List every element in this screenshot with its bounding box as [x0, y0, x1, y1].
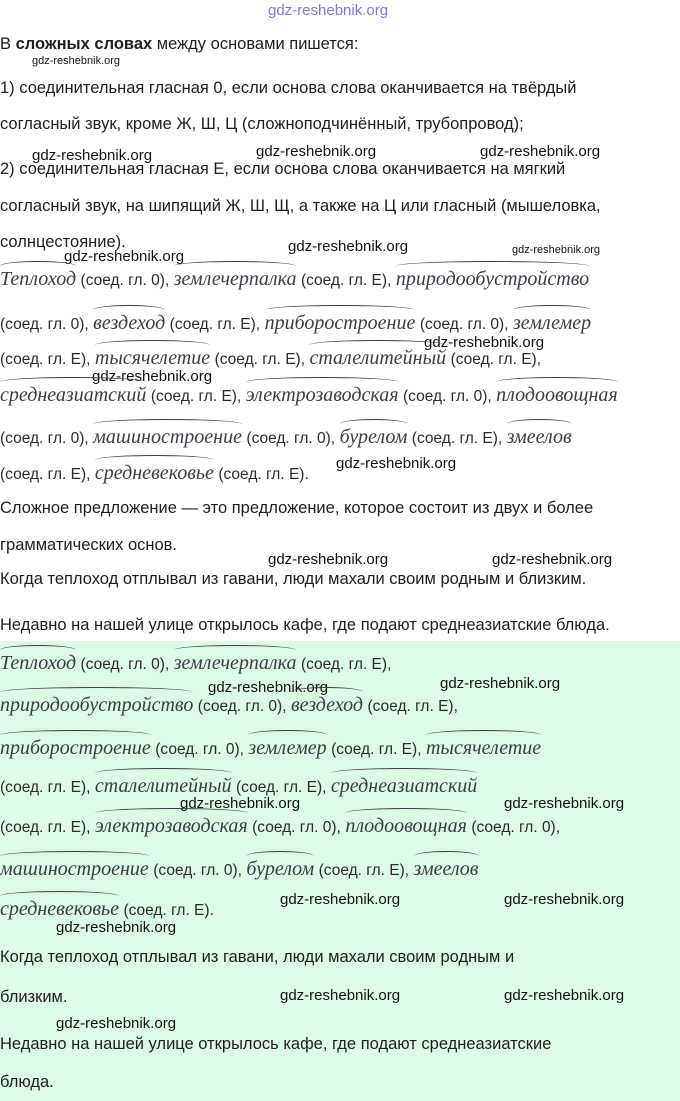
label-e: (соед. гл. Е)	[300, 272, 388, 289]
word-mashinostroenie: машиностроение	[93, 426, 242, 448]
label-e: (соед. гл. Е)	[218, 466, 305, 483]
answer-sentence-1-end: близким.	[0, 988, 68, 1006]
watermark: gdz-reshebnik.org	[280, 891, 401, 908]
word-row-3: (соед. гл. Е), тысячелетие (соед. гл. Е), сталелитейный (соед. гл. Е),	[0, 347, 542, 369]
label-e: (соед. гл. Е)	[169, 316, 256, 333]
label-o: (соед. гл. 0)	[197, 698, 283, 715]
watermark: gdz-reshebnik.org	[504, 891, 625, 908]
label-o: (соед. гл. 0)	[155, 741, 240, 758]
word-tysyacheletie: тысячелетие	[425, 737, 542, 759]
rule-point-1-cont: согласный звук, кроме Ж, Ш, Ц (сложноподчинённый, трубопровод);	[0, 115, 524, 133]
watermark: gdz-reshebnik.org	[288, 238, 409, 255]
answer-row-4: (соед. гл. Е), сталелитейный (соед. гл. Е), среднеазиатский	[0, 775, 478, 797]
word-zemlecherpalka: землечерпалка	[173, 268, 297, 290]
watermark: gdz-reshebnik.org	[512, 244, 601, 256]
label-e: (соед. гл. Е)	[214, 351, 301, 368]
watermark: gdz-reshebnik.org	[92, 368, 213, 385]
word-staleliteiny: сталелитейный	[94, 775, 232, 797]
word-priborostroenie: приборостроение	[0, 737, 151, 759]
word-vezdekhod: вездеход	[93, 312, 166, 334]
word-teplokhod: Теплоход	[0, 652, 77, 674]
label-o: (соед. гл. 0)	[0, 316, 85, 333]
word-tysyacheletie: тысячелетие	[94, 347, 211, 369]
rule-point-2-cont: согласный звук, на шипящий Ж, Ш, Щ, а также на Ц или гласный (мышеловка,	[0, 197, 601, 215]
answer-row-3: приборостроение (соед. гл. 0), землемер (соед. гл. Е), тысячелетие	[0, 737, 542, 759]
rule-point-2: 2) соединительная гласная Е, если основа слова оканчивается на мягкий	[0, 160, 566, 178]
label-e: (соед. гл. Е)	[236, 779, 323, 796]
word-zemlemer: землемер	[248, 737, 327, 759]
word-srednevekovye: средневековье	[94, 462, 214, 484]
word-row-5: (соед. гл. 0), машиностроение (соед. гл. 0), бурелом (соед. гл. Е), змеелов	[0, 426, 572, 448]
word-burelom: бурелом	[246, 858, 315, 880]
answer-row-6: машиностроение (соед. гл. 0), бурелом (соед. гл. Е), змеелов	[0, 858, 479, 880]
word-plodoovoshchnaya: плодоовощная	[496, 384, 618, 406]
rule-intro: В сложных словах между основами пишется:	[0, 35, 359, 53]
definition-line-2: грамматических основ.	[0, 536, 178, 554]
rule-point-2-end: солнцестояние).	[0, 233, 126, 251]
answer-row-1: Теплоход (соед. гл. 0), землечерпалка (соед. гл. Е),	[0, 652, 392, 674]
watermark: gdz-reshebnik.org	[32, 147, 153, 164]
label-e: (соед. гл. Е)	[0, 466, 87, 483]
watermark: gdz-reshebnik.org	[180, 795, 301, 812]
watermark: gdz-reshebnik.org	[56, 1015, 177, 1032]
word-sredneaziatsky: среднеазиатский	[0, 384, 147, 406]
label-o: (соед. гл. 0)	[402, 388, 488, 405]
word-prirodoobustroistvo: природообустройство	[0, 694, 194, 716]
answer-row-2: природообустройство (соед. гл. 0), вездеход (соед. гл. Е),	[0, 694, 458, 716]
watermark: gdz-reshebnik.org	[32, 55, 121, 67]
word-zemlemer: землемер	[512, 312, 592, 334]
label-e: (соед. гл. Е)	[331, 741, 418, 758]
word-plodoovoshchnaya: плодоовощная	[345, 815, 467, 837]
watermark: gdz-reshebnik.org	[56, 919, 177, 936]
watermark: gdz-reshebnik.org	[256, 143, 377, 160]
label-e: (соед. гл. Е)	[367, 698, 454, 715]
word-priborostroenie: приборостроение	[264, 312, 416, 334]
watermark: gdz-reshebnik.org	[504, 987, 625, 1004]
word-sredneaziatsky: среднеазиатский	[330, 775, 478, 797]
label-o: (соед. гл. 0)	[80, 656, 165, 673]
label-e: (соед. гл. Е)	[123, 902, 210, 919]
label-o: (соед. гл. 0)	[252, 819, 337, 836]
watermark: gdz-reshebnik.org	[64, 248, 185, 265]
example-sentence-2: Недавно на нашей улице открылось кафе, где подают среднеазиатские блюда.	[0, 616, 610, 634]
word-zmeelov: змеелов	[506, 426, 572, 448]
label-e: (соед. гл. Е)	[450, 351, 537, 368]
definition-line-1: Сложное предложение — это предложение, которое состоит из двух и более	[0, 499, 594, 517]
word-row-1: Теплоход (соед. гл. 0), землечерпалка (соед. гл. Е), природообустройство	[0, 268, 590, 290]
word-elektrozavodskaya: электрозаводская	[245, 384, 399, 406]
word-row-4: среднеазиатский (соед. гл. Е), электрозаводская (соед. гл. 0), плодоовощная	[0, 384, 618, 406]
label-o: (соед. гл. 0)	[0, 430, 85, 447]
answer-row-7: средневековье (соед. гл. Е).	[0, 898, 214, 920]
word-teplokhod: Теплоход	[0, 268, 77, 290]
label-o: (соед. гл. 0)	[153, 862, 238, 879]
label-e: (соед. гл. Е)	[0, 819, 87, 836]
watermark: gdz-reshebnik.org	[480, 143, 601, 160]
watermark-top[interactable]: gdz-reshebnik.org	[268, 2, 389, 19]
watermark: gdz-reshebnik.org	[208, 679, 329, 696]
label-e: (соед. гл. Е)	[0, 779, 87, 796]
label-e: (соед. гл. Е)	[0, 351, 87, 368]
watermark: gdz-reshebnik.org	[424, 334, 545, 351]
watermark: gdz-reshebnik.org	[440, 675, 561, 692]
watermark: gdz-reshebnik.org	[280, 987, 401, 1004]
answer-sentence-2-end: блюда.	[0, 1073, 54, 1091]
watermark: gdz-reshebnik.org	[268, 551, 389, 568]
label-o: (соед. гл. 0)	[80, 272, 165, 289]
word-srednevekovye: средневековье	[0, 898, 119, 920]
answer-sentence-1: Когда теплоход отплывал из гавани, люди махали своим родным и	[0, 948, 515, 966]
word-vezdekhod: вездеход	[290, 694, 363, 716]
example-sentence-1: Когда теплоход отплывал из гавани, люди махали своим родным и близким.	[0, 570, 587, 588]
label-o: (соед. гл. 0)	[471, 819, 556, 836]
watermark: gdz-reshebnik.org	[336, 455, 457, 472]
word-prirodoobustroistvo: природообустройство	[395, 268, 590, 290]
word-staleliteiny: сталелитейный	[309, 347, 447, 369]
word-mashinostroenie: машиностроение	[0, 858, 149, 880]
word-zemlecherpalka: землечерпалка	[173, 652, 297, 674]
label-e: (соед. гл. Е)	[318, 862, 405, 879]
label-e: (соед. гл. Е)	[411, 430, 498, 447]
word-burelom: бурелом	[339, 426, 408, 448]
word-row-6: (соед. гл. Е), средневековье (соед. гл. Е).	[0, 462, 309, 484]
answer-row-5: (соед. гл. Е), электрозаводская (соед. гл. 0), плодоовощная (соед. гл. 0),	[0, 815, 561, 837]
rule-point-1: 1) соединительная гласная 0, если основа слова оканчивается на твёрдый	[0, 79, 577, 97]
word-row-2: (соед. гл. 0), вездеход (соед. гл. Е), приборостроение (соед. гл. 0), землемер	[0, 312, 592, 334]
watermark: gdz-reshebnik.org	[504, 795, 625, 812]
label-o: (соед. гл. 0)	[419, 316, 505, 333]
word-zmeelov: змеелов	[413, 858, 479, 880]
answer-sentence-2: Недавно на нашей улице открылось кафе, где подают среднеазиатские	[0, 1035, 552, 1053]
label-o: (соед. гл. 0)	[246, 430, 331, 447]
watermark: gdz-reshebnik.org	[492, 551, 613, 568]
word-elektrozavodskaya: электрозаводская	[94, 815, 248, 837]
label-e: (соед. гл. Е)	[300, 656, 388, 673]
label-e: (соед. гл. Е)	[150, 388, 237, 405]
